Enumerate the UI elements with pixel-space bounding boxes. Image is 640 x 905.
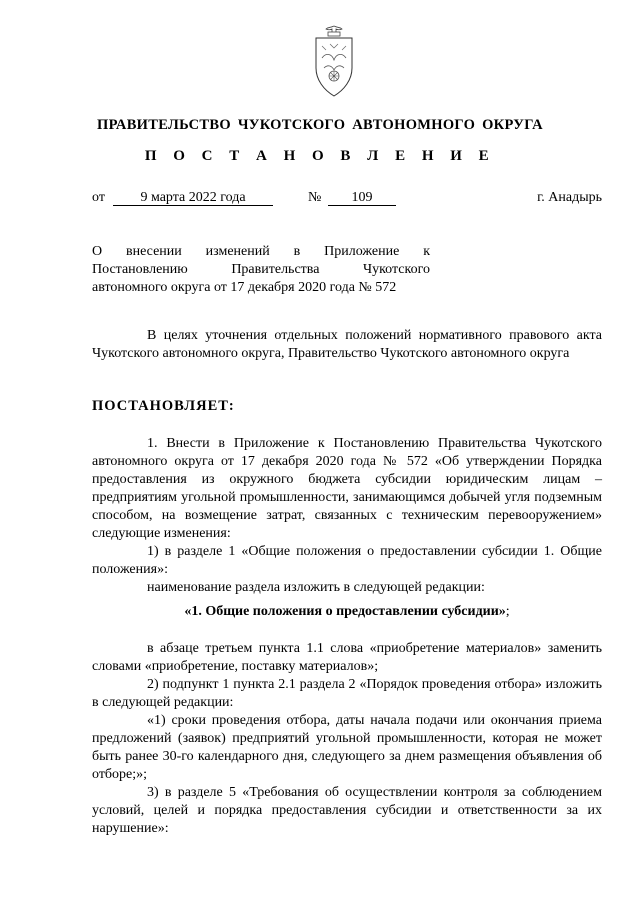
number-label: № bbox=[308, 190, 322, 205]
subject-line: О внесении изменений в Приложение к bbox=[92, 244, 430, 259]
date-field bbox=[113, 190, 273, 206]
preamble-text: В целях уточнения отдельных положений нормативного правового акта Чукотского автономного округа, Правительство Чукотского автономного округа bbox=[92, 328, 602, 361]
organization-title: ПРАВИТЕЛЬСТВО ЧУКОТСКОГО АВТОНОМНОГО ОКРУГА bbox=[97, 117, 543, 133]
paragraph-block-1 bbox=[92, 435, 602, 597]
paragraph: «1) сроки проведения отбора, даты начала подачи или окончания приема предложений (заявок) предприятий угольной промышленности, которая не может быть ранее 30-го календарного дня, следующего за днем размещения объявления об отборе;»; bbox=[92, 713, 602, 782]
paragraph: в абзаце третьем пункта 1.1 слова «приобретение материалов» заменить словами «приобретение, поставку материалов»; bbox=[92, 641, 602, 674]
subject-line: автономного округа от 17 декабря 2020 года № 572 bbox=[92, 280, 397, 295]
paragraph: 3) в разделе 5 «Требования об осуществлении контроля за соблюдением условий, целей и порядка предоставления субсидии и ответственности за их нарушение»: bbox=[92, 785, 602, 836]
subject-line: Постановлению Правительства Чукотского bbox=[92, 262, 430, 277]
section-heading bbox=[92, 604, 602, 620]
decree-word: ПОСТАНОВЛЯЕТ: bbox=[92, 398, 235, 414]
document-type-title: П О С Т А Н О В Л Е Н И Е bbox=[144, 148, 496, 164]
preamble bbox=[92, 327, 602, 363]
paragraph: 1. Внести в Приложение к Постановлению Правительства Чукотского автономного округа от 17 декабря 2020 года № 572 «Об утверждении Порядка предоставления из окружного бюджета субсидии юридическим лицам – предприятиям угольной промышленности, занимающимся добычей угля подземным способом, на возмещение затрат, связанных с техническим перевооружением» следующие изменения: bbox=[92, 436, 602, 541]
number-field bbox=[328, 190, 396, 206]
section-heading-tail: ; bbox=[505, 604, 510, 619]
paragraph: 2) подпункт 1 пункта 2.1 раздела 2 «Порядок проведения отбора» изложить в следующей редакции: bbox=[92, 677, 602, 710]
section-heading-bold: «1. Общие положения о предоставлении субсидии» bbox=[184, 604, 506, 619]
date-value: 9 марта 2022 года bbox=[113, 190, 273, 206]
paragraph-block-2 bbox=[92, 640, 602, 838]
date-label: от bbox=[92, 190, 105, 205]
paragraph: 1) в разделе 1 «Общие положения о предоставлении субсидии 1. Общие положения»: bbox=[92, 544, 602, 577]
city: г. Анадырь bbox=[537, 190, 602, 205]
document-subject bbox=[92, 243, 430, 297]
number-value: 109 bbox=[328, 190, 396, 206]
coat-of-arms-emblem bbox=[310, 24, 358, 100]
paragraph: наименование раздела изложить в следующей редакции: bbox=[147, 580, 485, 595]
